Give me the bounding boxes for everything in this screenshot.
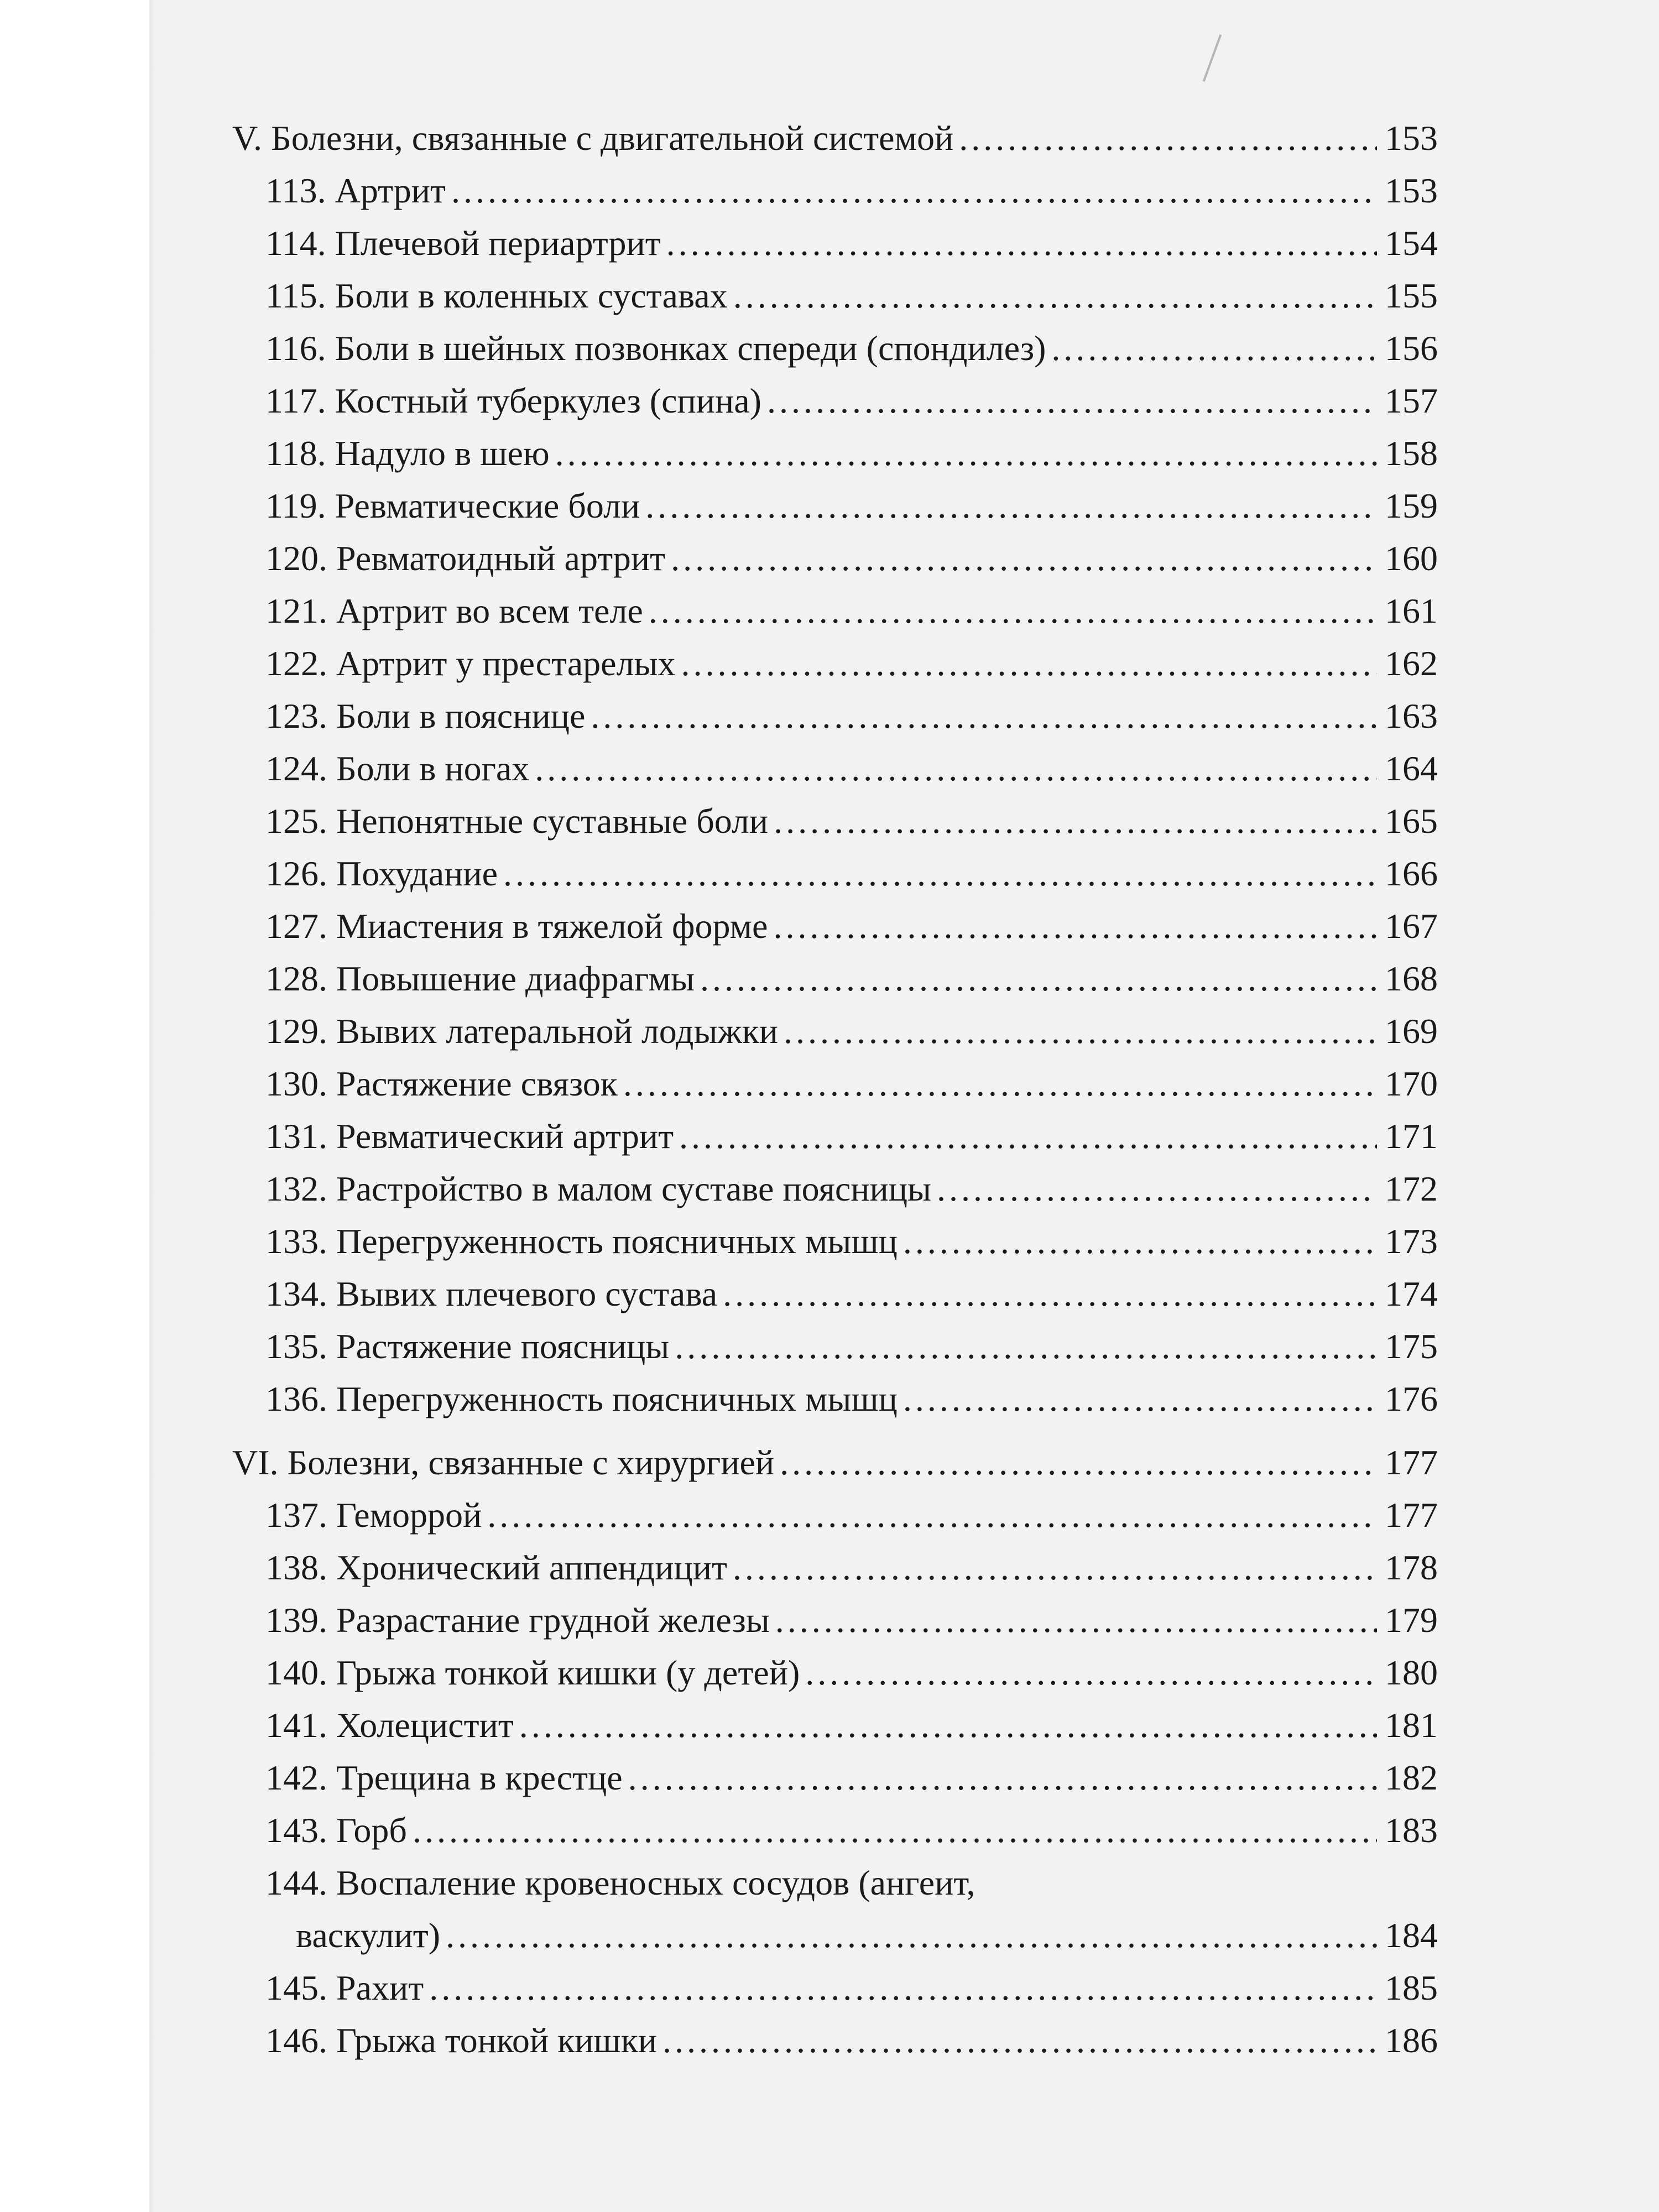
dot-leader [429, 1963, 1377, 2013]
page-number: 153 [1385, 118, 1438, 158]
entry-title: 120. Ревматоидный артрит [265, 539, 666, 578]
dot-leader [628, 1753, 1377, 1803]
page-number: 177 [1385, 1443, 1438, 1482]
toc-entry [265, 1374, 1438, 1424]
toc-entry [265, 796, 1438, 846]
page-number: 176 [1385, 1379, 1438, 1418]
toc-entry [265, 691, 1438, 741]
page-number: 163 [1385, 696, 1438, 735]
toc-entry [265, 639, 1438, 688]
entry-title: 136. Перегруженность поясничных мышц [265, 1379, 898, 1418]
dot-leader [784, 1006, 1377, 1056]
page-number: 175 [1385, 1327, 1438, 1366]
dot-leader [767, 376, 1377, 426]
page-number: 153 [1385, 171, 1438, 210]
toc-entry [265, 586, 1438, 636]
page-number: 164 [1385, 749, 1438, 788]
toc-entry [265, 218, 1438, 268]
toc-entry [265, 1269, 1438, 1319]
page-number: 167 [1385, 906, 1438, 946]
page-number: 168 [1385, 959, 1438, 998]
toc-entry [265, 481, 1438, 531]
page-number: 160 [1385, 539, 1438, 578]
toc-entry [265, 1543, 1438, 1593]
toc-entry [265, 954, 1438, 1004]
entry-title: 114. Плечевой периартрит [265, 223, 661, 263]
entry-title: 145. Рахит [265, 1968, 424, 2007]
page-number: 156 [1385, 328, 1438, 368]
dot-leader [773, 901, 1377, 951]
entry-title: 125. Непонятные суставные боли [265, 801, 769, 841]
toc-entry [265, 271, 1438, 321]
entry-title: 138. Хронический аппендицит [265, 1548, 727, 1587]
dot-leader [805, 1648, 1377, 1698]
entry-title: 117. Костный туберкулез (спина) [265, 381, 761, 420]
entry-title: 141. Холецистит [265, 1705, 514, 1745]
entry-title: 115. Боли в коленных суставах [265, 276, 728, 315]
toc-entry [265, 166, 1438, 216]
entry-title: 129. Вывих латеральной лодыжки [265, 1011, 779, 1051]
dot-leader [662, 2016, 1377, 2065]
section-heading [232, 113, 1438, 163]
page-number: 158 [1385, 434, 1438, 473]
entry-title-continued: васкулит) [296, 1916, 441, 1955]
dot-leader [645, 481, 1377, 531]
entry-title: 116. Боли в шейных позвонках спереди (спондилез) [265, 328, 1046, 368]
toc-entry [296, 1911, 1438, 1960]
entry-title: 124. Боли в ногах [265, 749, 530, 788]
entry-title: 131. Ревматический артрит [265, 1117, 674, 1156]
section-title: VI. Болезни, связанные с хирургией [232, 1443, 775, 1482]
entry-title: 134. Вывих плечевого сустава [265, 1274, 718, 1313]
entry-title: 118. Надуло в шею [265, 434, 550, 473]
dot-leader [503, 849, 1377, 899]
toc-entry [265, 1217, 1438, 1266]
page-number: 183 [1385, 1811, 1438, 1850]
dot-leader [671, 534, 1377, 583]
entry-title: 121. Артрит во всем теле [265, 591, 643, 630]
page-number: 159 [1385, 486, 1438, 525]
dot-leader [681, 639, 1378, 688]
section-heading [232, 1438, 1438, 1488]
page-number: 170 [1385, 1064, 1438, 1103]
entry-title: 142. Трещина в крестце [265, 1758, 623, 1797]
dot-leader [413, 1806, 1377, 1855]
entry-title: 135. Растяжение поясницы [265, 1327, 670, 1366]
page-number: 181 [1385, 1705, 1438, 1745]
dot-leader [780, 1438, 1377, 1488]
toc-entry [265, 376, 1438, 426]
page-number: 166 [1385, 854, 1438, 893]
dot-leader [675, 1322, 1377, 1371]
page-number: 185 [1385, 1968, 1438, 2007]
page-number: 157 [1385, 381, 1438, 420]
dot-leader [733, 271, 1377, 321]
dot-leader [555, 429, 1377, 478]
toc-entry [265, 1164, 1438, 1214]
toc-entry [265, 1112, 1438, 1161]
entry-title: 122. Артрит у престарелых [265, 644, 676, 683]
dot-leader [774, 796, 1377, 846]
toc-entry [265, 1753, 1438, 1803]
page-number: 172 [1385, 1169, 1438, 1208]
entry-title: 128. Повышение диафрагмы [265, 959, 695, 998]
page-number: 162 [1385, 644, 1438, 683]
entry-title: 127. Миастения в тяжелой форме [265, 906, 768, 946]
toc-entry [265, 1806, 1438, 1855]
toc-entry [265, 1595, 1438, 1645]
dot-leader [903, 1374, 1377, 1424]
dot-leader [775, 1595, 1377, 1645]
toc-entry [265, 1490, 1438, 1540]
toc-entry [265, 534, 1438, 583]
page-number: 182 [1385, 1758, 1438, 1797]
dot-leader [666, 218, 1377, 268]
dot-leader [959, 113, 1377, 163]
toc-entry [265, 1006, 1438, 1056]
toc-entry [265, 744, 1438, 794]
toc-entry [265, 324, 1438, 373]
dot-leader [591, 691, 1377, 741]
toc-entry [265, 1059, 1438, 1109]
page-number: 161 [1385, 591, 1438, 630]
dot-leader [623, 1059, 1377, 1109]
entry-title: 137. Геморрой [265, 1495, 482, 1535]
entry-title: 123. Боли в пояснице [265, 696, 586, 735]
entry-title: 140. Грыжа тонкой кишки (у детей) [265, 1653, 800, 1692]
entry-title: 139. Разрастание грудной железы [265, 1600, 770, 1640]
dot-leader [679, 1112, 1377, 1161]
dot-leader [723, 1269, 1377, 1319]
page-number: 180 [1385, 1653, 1438, 1692]
page-number: 178 [1385, 1548, 1438, 1587]
dot-leader [451, 166, 1377, 216]
toc-entry [265, 849, 1438, 899]
toc-entry [265, 2016, 1438, 2065]
page-number: 177 [1385, 1495, 1438, 1535]
entry-title: 146. Грыжа тонкой кишки [265, 2021, 658, 2060]
toc-entry [265, 429, 1438, 478]
dot-leader [700, 954, 1377, 1004]
dot-leader [487, 1490, 1377, 1540]
page-number: 169 [1385, 1011, 1438, 1051]
toc-entry [265, 1322, 1438, 1371]
toc-entry-first-line: 144. Воспаление кровеносных сосудов (ангеит, [265, 1863, 975, 1902]
entry-title: 113. Артрит [265, 171, 446, 210]
toc-entry [265, 1963, 1438, 2013]
dot-leader [903, 1217, 1377, 1266]
entry-title: 130. Растяжение связок [265, 1064, 618, 1103]
page-number: 165 [1385, 801, 1438, 841]
dot-leader [1051, 324, 1377, 373]
entry-title: 132. Растройство в малом суставе поясницы [265, 1169, 932, 1208]
dot-leader [519, 1700, 1377, 1750]
toc-entry [265, 1700, 1438, 1750]
dot-leader [649, 586, 1377, 636]
page-number: 171 [1385, 1117, 1438, 1156]
page-number: 155 [1385, 276, 1438, 315]
entry-title: 126. Похудание [265, 854, 498, 893]
entry-title: 143. Горб [265, 1811, 407, 1850]
section-title: V. Болезни, связанные с двигательной системой [232, 118, 954, 158]
dot-leader [937, 1164, 1377, 1214]
page-number: 184 [1385, 1916, 1438, 1955]
page-number: 174 [1385, 1274, 1438, 1313]
page-number: 154 [1385, 223, 1438, 263]
entry-title: 133. Перегруженность поясничных мышц [265, 1222, 898, 1261]
dot-leader [446, 1911, 1377, 1960]
page-number: 179 [1385, 1600, 1438, 1640]
toc-entry [265, 901, 1438, 951]
page-number: 186 [1385, 2021, 1438, 2060]
toc-entry [265, 1648, 1438, 1698]
dot-leader [733, 1543, 1377, 1593]
page-number: 173 [1385, 1222, 1438, 1261]
entry-title: 119. Ревматические боли [265, 486, 640, 525]
dot-leader [535, 744, 1377, 794]
